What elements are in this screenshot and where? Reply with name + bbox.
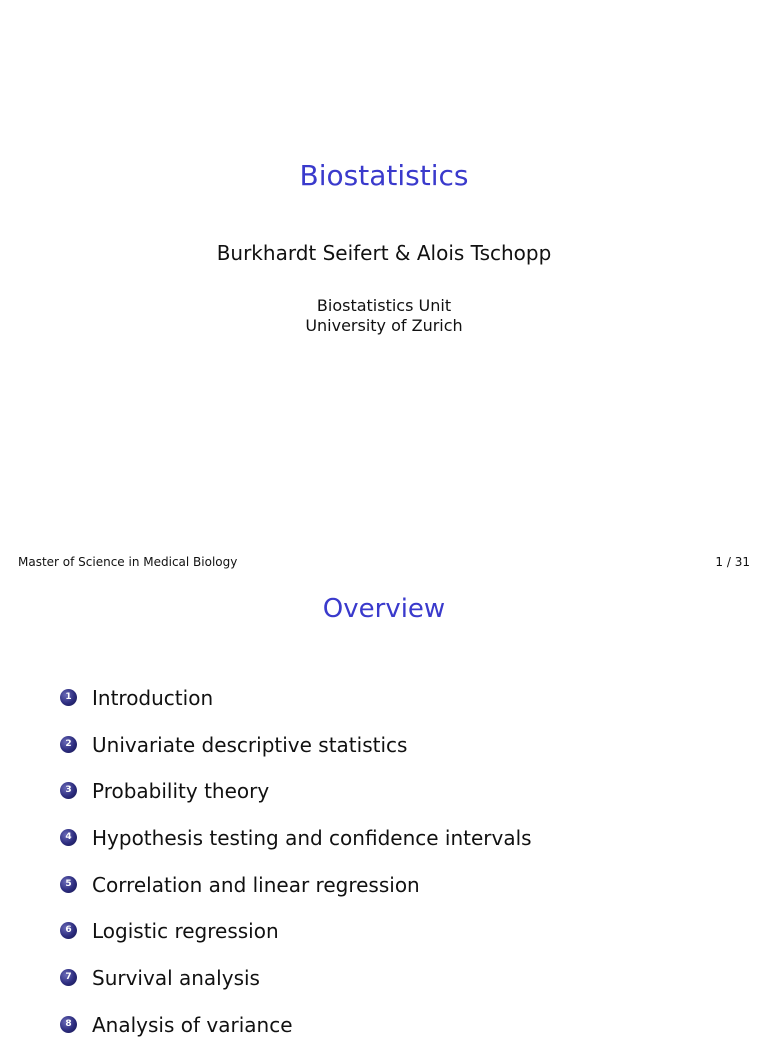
institute-unit: Biostatistics Unit [316,296,452,315]
item-number-ball: 3 [60,782,77,799]
overview-item-label: Survival analysis [92,966,260,991]
overview-item [60,683,532,730]
slide-footer [18,553,750,571]
overview-item-label: Probability theory [92,779,270,804]
authors: Burkhardt Seifert & Alois Tschopp [216,241,552,265]
overview-item [60,823,532,870]
page-number: 1 / 31 [715,555,750,569]
item-number-ball: 7 [60,969,77,986]
institute-university: University of Zurich [305,316,463,335]
overview-item-label: Univariate descriptive statistics [92,732,408,757]
footer-course: Master of Science in Medical Biology [18,555,238,569]
overview-item-label: Logistic regression [92,919,279,944]
item-number-ball: 8 [60,1016,77,1033]
overview-item [60,776,532,823]
overview-slide [0,578,768,1037]
presentation-title: Biostatistics [299,159,469,192]
overview-item [60,916,532,963]
item-number-ball: 1 [60,689,77,706]
overview-item [60,963,532,1010]
institute [0,296,768,336]
overview-item [60,730,532,777]
overview-item [60,870,532,917]
overview-item-label: Hypothesis testing and confidence intervals [92,826,532,851]
overview-list [60,683,532,1057]
overview-item-label: Introduction [92,686,214,710]
item-number-ball: 2 [60,736,77,753]
overview-title: Overview [322,594,446,624]
overview-item [60,1010,532,1057]
item-number-ball: 6 [60,922,77,939]
overview-item-label: Analysis of variance [92,1012,293,1037]
overview-item-label: Correlation and linear regression [92,872,420,897]
item-number-ball: 4 [60,829,77,846]
item-number-ball: 5 [60,876,77,893]
